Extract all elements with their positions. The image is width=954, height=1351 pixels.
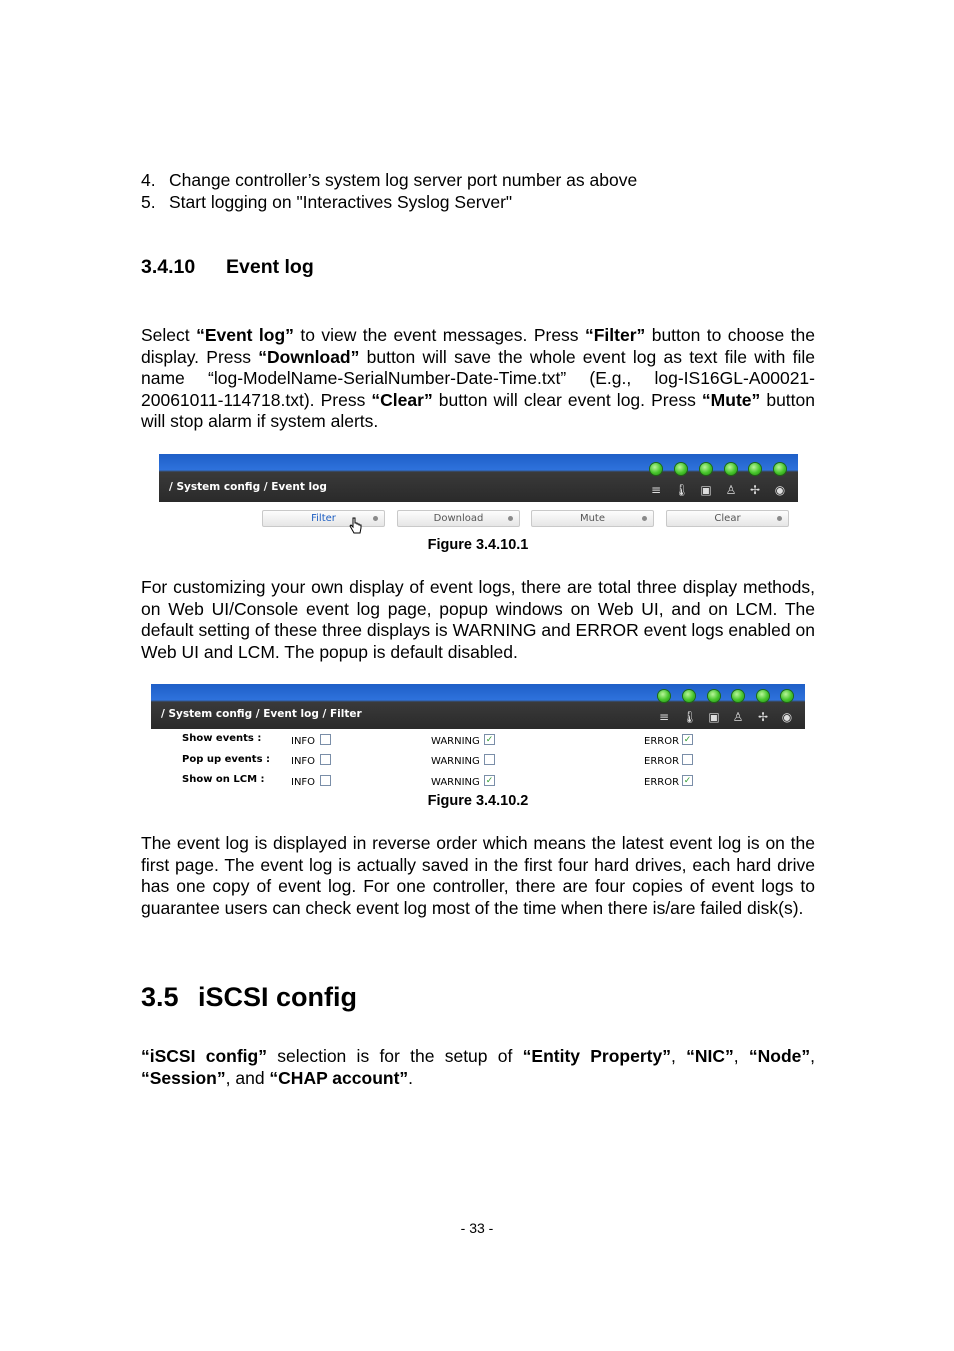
- filter-row-label: Show on LCM :: [182, 774, 265, 785]
- voltage-icon: ♙: [732, 710, 744, 724]
- status-led: [658, 690, 670, 702]
- info-checkbox[interactable]: [320, 775, 331, 786]
- error-checkbox[interactable]: [682, 754, 693, 765]
- section-heading-event-log: 3.4.10 Event log: [141, 256, 314, 278]
- power-icon: ▣: [700, 483, 712, 497]
- warning-checkbox[interactable]: ✓: [485, 734, 494, 744]
- paragraph-event-log-intro: Select “Event log” to view the event messages. Press “Filter” button to choose the display. Press “Download” button will save the whole event log as text file with file name “log-ModelName-SerialNumber-Date-Time.txt” (E.g., log-IS16GL-A00021-20061011-114718.txt). Press “Clear” button will clear event log. Press “Mute” button will stop alarm if system alerts.: [141, 325, 815, 431]
- voltage-icon: ♙: [725, 483, 737, 497]
- figure-caption: Figure 3.4.10.1: [427, 537, 529, 553]
- button-indicator: [508, 516, 513, 521]
- download-button[interactable]: Download: [397, 510, 520, 527]
- button-indicator: [777, 516, 782, 521]
- clear-button[interactable]: Clear: [666, 510, 789, 527]
- status-led: [700, 463, 712, 475]
- error-checkbox[interactable]: ✓: [683, 734, 692, 744]
- power-icon: ▣: [708, 710, 720, 724]
- figure2-header-bar: [151, 684, 805, 729]
- breadcrumb: / System config / Event log: [169, 481, 327, 493]
- hand-cursor-icon: [349, 517, 363, 537]
- breadcrumb: / System config / Event log / Filter: [161, 708, 362, 720]
- paragraph-reverse-order: The event log is displayed in reverse order which means the latest event log is on the first page. The event log is actually saved in the first four hard drives, each hard drive has one copy of event log. For one controller, there are four copies of event logs to guarantee users can check event log most of the time when there is/are failed disk(s).: [141, 833, 815, 918]
- disk-icon: ≡: [658, 710, 670, 724]
- paragraph-display-methods: For customizing your own display of event logs, there are total three display methods, on Web UI/Console event log page, popup windows on Web UI, and on LCM. The default setting of these three displays is WARNING and ERROR event logs enabled on Web UI and LCM. The popup is default disabled.: [141, 577, 815, 662]
- button-indicator: [642, 516, 647, 521]
- ups-icon: ◉: [774, 483, 786, 497]
- warning-checkbox[interactable]: ✓: [485, 775, 494, 785]
- figure-caption: Figure 3.4.10.2: [427, 793, 529, 809]
- status-led: [757, 690, 769, 702]
- figure1-header-bar: [159, 454, 798, 502]
- filter-row-label: Pop up events :: [182, 754, 271, 765]
- section-heading-iscsi-config: 3.5 iSCSI config: [141, 982, 358, 1012]
- status-led: [749, 463, 761, 475]
- info-checkbox[interactable]: [320, 734, 331, 745]
- button-indicator: [373, 516, 378, 521]
- list-item: 4. Change controller’s system log server port number as above: [141, 170, 638, 190]
- page-number: - 33 -: [460, 1220, 494, 1236]
- ups-icon: ◉: [781, 710, 793, 724]
- fan-icon: ✢: [757, 710, 769, 724]
- fan-icon: ✢: [749, 483, 761, 497]
- status-led: [683, 690, 695, 702]
- status-led: [650, 463, 662, 475]
- temperature-icon: 🌡︎: [674, 483, 690, 497]
- status-led: [725, 463, 737, 475]
- list-item: 5. Start logging on "Interactives Syslog Server": [141, 191, 513, 212]
- status-led: [774, 463, 786, 475]
- info-checkbox[interactable]: [320, 754, 331, 765]
- status-led: [732, 690, 744, 702]
- disk-icon: ≡: [650, 483, 662, 497]
- status-led: [781, 690, 793, 702]
- warning-checkbox[interactable]: [484, 754, 495, 765]
- error-checkbox[interactable]: ✓: [683, 775, 692, 785]
- steps-list: [141, 170, 637, 213]
- filter-row-label: Show events :: [182, 733, 262, 744]
- status-led: [708, 690, 720, 702]
- status-led: [675, 463, 687, 475]
- temperature-icon: 🌡︎: [682, 710, 698, 724]
- mute-button[interactable]: Mute: [531, 510, 654, 527]
- paragraph-iscsi-config: “iSCSI config” selection is for the setup of “Entity Property”, “NIC”, “Node”, “Session”, and “CHAP account”.: [141, 1046, 815, 1088]
- filter-button[interactable]: Filter: [262, 510, 385, 527]
